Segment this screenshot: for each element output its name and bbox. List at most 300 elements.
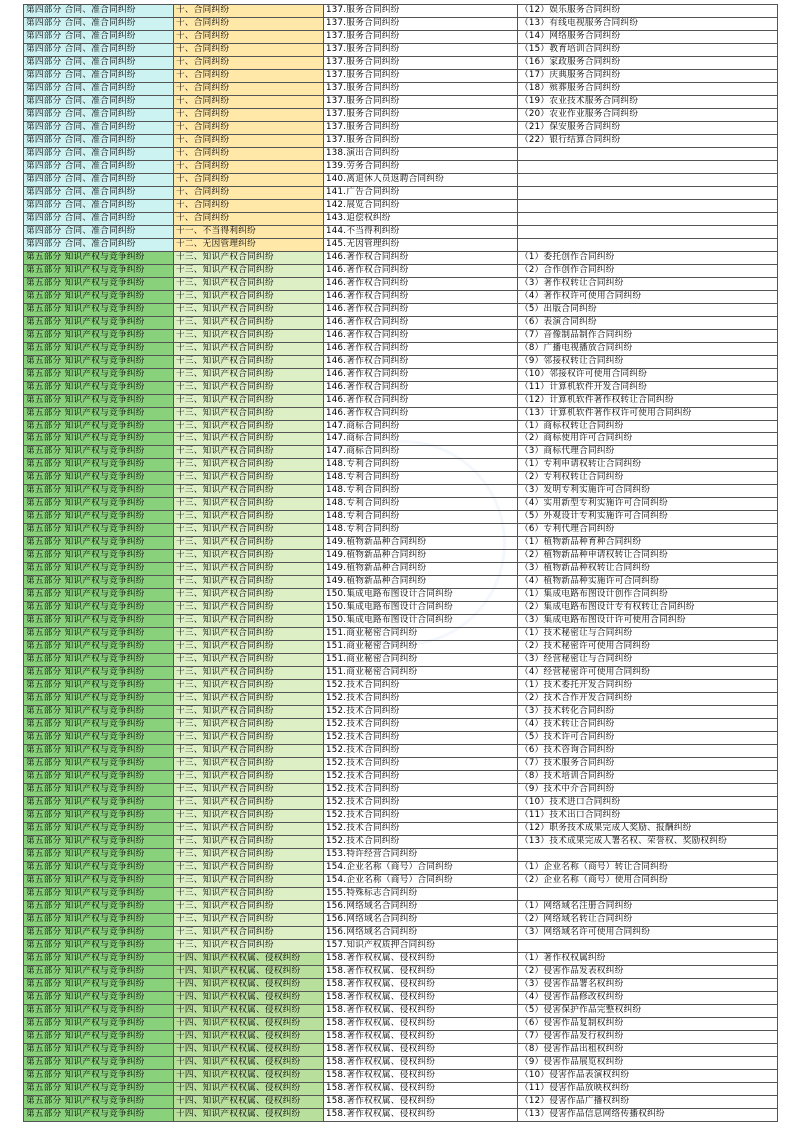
part-cell: 第五部分 知识产权与竞争纠纷 [24, 1108, 174, 1121]
case-cell: 158.著作权权属、侵权纠纷 [324, 1043, 518, 1056]
case-cell: 152.技术合同纠纷 [324, 680, 518, 693]
table-row [24, 355, 778, 368]
case-cell: 137.服务合同纠纷 [324, 108, 518, 121]
case-cell: 150.集成电路布图设计合同纠纷 [324, 602, 518, 615]
subcase-cell: （22）银行结算合同纠纷 [518, 134, 778, 147]
table-row [24, 186, 778, 199]
chapter-cell: 十三、知识产权合同纠纷 [174, 446, 324, 459]
chapter-cell: 十三、知识产权合同纠纷 [174, 485, 324, 498]
case-cell: 152.技术合同纠纷 [324, 693, 518, 706]
table-row [24, 1004, 778, 1017]
chapter-cell: 十四、知识产权权属、侵权纠纷 [174, 978, 324, 991]
case-cell: 140.离退休人员返聘合同纠纷 [324, 173, 518, 186]
subcase-cell: （2）合作创作合同纠纷 [518, 264, 778, 277]
part-cell: 第五部分 知识产权与竞争纠纷 [24, 407, 174, 420]
table-row [24, 771, 778, 784]
chapter-cell: 十三、知识产权合同纠纷 [174, 887, 324, 900]
case-cell: 137.服务合同纠纷 [324, 69, 518, 82]
chapter-cell: 十三、知识产权合同纠纷 [174, 316, 324, 329]
part-cell: 第五部分 知识产权与竞争纠纷 [24, 991, 174, 1004]
table-row [24, 641, 778, 654]
table-body [24, 5, 778, 1122]
table-row [24, 719, 778, 732]
case-cell: 152.技术合同纠纷 [324, 836, 518, 849]
case-cell: 158.著作权权属、侵权纠纷 [324, 1017, 518, 1030]
chapter-cell: 十三、知识产权合同纠纷 [174, 563, 324, 576]
part-cell: 第四部分 合同、准合同纠纷 [24, 56, 174, 69]
case-cell: 147.商标合同纠纷 [324, 433, 518, 446]
part-cell: 第五部分 知识产权与竞争纠纷 [24, 511, 174, 524]
case-cell: 137.服务合同纠纷 [324, 5, 518, 18]
table-row [24, 121, 778, 134]
case-cell: 154.企业名称（商号）合同纠纷 [324, 861, 518, 874]
subcase-cell: （3）技术转化合同纠纷 [518, 706, 778, 719]
part-cell: 第五部分 知识产权与竞争纠纷 [24, 965, 174, 978]
subcase-cell: （2）网络域名转让合同纠纷 [518, 913, 778, 926]
table-row [24, 134, 778, 147]
table-row [24, 550, 778, 563]
chapter-cell: 十三、知识产权合同纠纷 [174, 615, 324, 628]
case-cell: 158.著作权权属、侵权纠纷 [324, 991, 518, 1004]
subcase-cell: （7）侵害作品发行权纠纷 [518, 1030, 778, 1043]
case-cell: 146.著作权合同纠纷 [324, 316, 518, 329]
case-cell: 158.著作权权属、侵权纠纷 [324, 952, 518, 965]
subcase-cell [518, 160, 778, 173]
chapter-cell: 十三、知识产权合同纠纷 [174, 381, 324, 394]
table-row [24, 1043, 778, 1056]
chapter-cell: 十三、知识产权合同纠纷 [174, 576, 324, 589]
subcase-cell: （3）网络域名许可使用合同纠纷 [518, 926, 778, 939]
subcase-cell: （10）侵害作品表演权纠纷 [518, 1069, 778, 1082]
subcase-cell: （13）计算机软件著作权许可使用合同纠纷 [518, 407, 778, 420]
table-row [24, 277, 778, 290]
table-row [24, 576, 778, 589]
chapter-cell: 十三、知识产权合同纠纷 [174, 407, 324, 420]
part-cell: 第五部分 知识产权与竞争纠纷 [24, 303, 174, 316]
subcase-cell [518, 147, 778, 160]
table-row [24, 680, 778, 693]
case-cell: 152.技术合同纠纷 [324, 706, 518, 719]
case-cell: 149.植物新品种合同纠纷 [324, 576, 518, 589]
part-cell: 第五部分 知识产权与竞争纠纷 [24, 887, 174, 900]
part-cell: 第五部分 知识产权与竞争纠纷 [24, 485, 174, 498]
part-cell: 第五部分 知识产权与竞争纠纷 [24, 978, 174, 991]
case-cell: 144.不当得利纠纷 [324, 225, 518, 238]
table-row [24, 1108, 778, 1121]
chapter-cell: 十三、知识产权合同纠纷 [174, 524, 324, 537]
chapter-cell: 十四、知识产权权属、侵权纠纷 [174, 1043, 324, 1056]
chapter-cell: 十三、知识产权合同纠纷 [174, 784, 324, 797]
case-cell: 148.专利合同纠纷 [324, 485, 518, 498]
table-row [24, 381, 778, 394]
table-row [24, 732, 778, 745]
subcase-cell: （17）庆典服务合同纠纷 [518, 69, 778, 82]
part-cell: 第五部分 知识产权与竞争纠纷 [24, 823, 174, 836]
subcase-cell [518, 199, 778, 212]
case-cell: 146.著作权合同纠纷 [324, 394, 518, 407]
chapter-cell: 十、合同纠纷 [174, 199, 324, 212]
table-row [24, 511, 778, 524]
subcase-cell: （3）经营秘密让与合同纠纷 [518, 654, 778, 667]
part-cell: 第五部分 知识产权与竞争纠纷 [24, 758, 174, 771]
table-row [24, 368, 778, 381]
part-cell: 第五部分 知识产权与竞争纠纷 [24, 381, 174, 394]
table-row [24, 433, 778, 446]
table-row [24, 667, 778, 680]
table-row [24, 991, 778, 1004]
table-row [24, 225, 778, 238]
case-cell: 149.植物新品种合同纠纷 [324, 563, 518, 576]
part-cell: 第五部分 知识产权与竞争纠纷 [24, 900, 174, 913]
chapter-cell: 十四、知识产权权属、侵权纠纷 [174, 991, 324, 1004]
table-row [24, 485, 778, 498]
subcase-cell: （12）职务技术成果完成人奖励、报酬纠纷 [518, 823, 778, 836]
table-row [24, 251, 778, 264]
case-cell: 154.企业名称（商号）合同纠纷 [324, 874, 518, 887]
table-row [24, 459, 778, 472]
part-cell: 第五部分 知识产权与竞争纠纷 [24, 848, 174, 861]
chapter-cell: 十、合同纠纷 [174, 121, 324, 134]
table-row [24, 589, 778, 602]
subcase-cell: （1）技术委托开发合同纠纷 [518, 680, 778, 693]
case-cell: 137.服务合同纠纷 [324, 134, 518, 147]
subcase-cell: （5）出版合同纠纷 [518, 303, 778, 316]
subcase-cell: （10）技术进口合同纠纷 [518, 797, 778, 810]
case-cell: 153.特许经营合同纠纷 [324, 848, 518, 861]
subcase-cell: （1）专利申请权转让合同纠纷 [518, 459, 778, 472]
case-cell: 148.专利合同纠纷 [324, 524, 518, 537]
subcase-cell [518, 887, 778, 900]
case-cell: 158.著作权权属、侵权纠纷 [324, 1069, 518, 1082]
subcase-cell: （5）侵害保护作品完整权纠纷 [518, 1004, 778, 1017]
part-cell: 第四部分 合同、准合同纠纷 [24, 108, 174, 121]
chapter-cell: 十、合同纠纷 [174, 30, 324, 43]
chapter-cell: 十、合同纠纷 [174, 17, 324, 30]
case-cell: 151.商业秘密合同纠纷 [324, 654, 518, 667]
case-cell: 152.技术合同纠纷 [324, 771, 518, 784]
table-row [24, 498, 778, 511]
case-cell: 149.植物新品种合同纠纷 [324, 550, 518, 563]
table-row [24, 56, 778, 69]
case-cell: 146.著作权合同纠纷 [324, 407, 518, 420]
subcase-cell: （16）家政服务合同纠纷 [518, 56, 778, 69]
subcase-cell: （2）技术秘密许可使用合同纠纷 [518, 641, 778, 654]
subcase-cell [518, 225, 778, 238]
chapter-cell: 十、合同纠纷 [174, 56, 324, 69]
table-row [24, 407, 778, 420]
part-cell: 第五部分 知识产权与竞争纠纷 [24, 563, 174, 576]
part-cell: 第五部分 知识产权与竞争纠纷 [24, 628, 174, 641]
part-cell: 第五部分 知识产权与竞争纠纷 [24, 576, 174, 589]
chapter-cell: 十三、知识产权合同纠纷 [174, 329, 324, 342]
table-row [24, 797, 778, 810]
chapter-cell: 十四、知识产权权属、侵权纠纷 [174, 1082, 324, 1095]
case-cell: 158.著作权权属、侵权纠纷 [324, 1030, 518, 1043]
case-cell: 152.技术合同纠纷 [324, 745, 518, 758]
subcase-cell: （7）技术服务合同纠纷 [518, 758, 778, 771]
part-cell: 第四部分 合同、准合同纠纷 [24, 17, 174, 30]
chapter-cell: 十三、知识产权合同纠纷 [174, 900, 324, 913]
table-row [24, 329, 778, 342]
subcase-cell: （3）商标代理合同纠纷 [518, 446, 778, 459]
case-cell: 142.展览合同纠纷 [324, 199, 518, 212]
subcase-cell: （2）侵害作品发表权纠纷 [518, 965, 778, 978]
chapter-cell: 十三、知识产权合同纠纷 [174, 719, 324, 732]
chapter-cell: 十二、无因管理纠纷 [174, 238, 324, 251]
part-cell: 第五部分 知识产权与竞争纠纷 [24, 1004, 174, 1017]
case-cell: 148.专利合同纠纷 [324, 511, 518, 524]
subcase-cell: （2）商标使用许可合同纠纷 [518, 433, 778, 446]
chapter-cell: 十三、知识产权合同纠纷 [174, 836, 324, 849]
subcase-cell: （15）教育培训合同纠纷 [518, 43, 778, 56]
chapter-cell: 十三、知识产权合同纠纷 [174, 589, 324, 602]
table-row [24, 784, 778, 797]
case-cell: 158.著作权权属、侵权纠纷 [324, 1095, 518, 1108]
part-cell: 第五部分 知识产权与竞争纠纷 [24, 654, 174, 667]
table-row [24, 238, 778, 251]
case-cell: 158.著作权权属、侵权纠纷 [324, 978, 518, 991]
part-cell: 第五部分 知识产权与竞争纠纷 [24, 861, 174, 874]
case-cell: 152.技术合同纠纷 [324, 784, 518, 797]
part-cell: 第五部分 知识产权与竞争纠纷 [24, 290, 174, 303]
chapter-cell: 十四、知识产权权属、侵权纠纷 [174, 1069, 324, 1082]
chapter-cell: 十、合同纠纷 [174, 69, 324, 82]
subcase-cell: （4）植物新品种实施许可合同纠纷 [518, 576, 778, 589]
subcase-cell: （8）技术培训合同纠纷 [518, 771, 778, 784]
chapter-cell: 十、合同纠纷 [174, 108, 324, 121]
part-cell: 第五部分 知识产权与竞争纠纷 [24, 433, 174, 446]
case-cell: 150.集成电路布图设计合同纠纷 [324, 615, 518, 628]
chapter-cell: 十三、知识产权合同纠纷 [174, 355, 324, 368]
table-row [24, 965, 778, 978]
part-cell: 第五部分 知识产权与竞争纠纷 [24, 667, 174, 680]
case-cell: 158.著作权权属、侵权纠纷 [324, 1108, 518, 1121]
chapter-cell: 十三、知识产权合同纠纷 [174, 537, 324, 550]
case-cell: 152.技术合同纠纷 [324, 758, 518, 771]
case-cell: 157.知识产权质押合同纠纷 [324, 939, 518, 952]
subcase-cell: （2）企业名称（商号）使用合同纠纷 [518, 874, 778, 887]
subcase-cell: （21）保安服务合同纠纷 [518, 121, 778, 134]
case-cell: 137.服务合同纠纷 [324, 17, 518, 30]
table-row [24, 5, 778, 18]
chapter-cell: 十三、知识产权合同纠纷 [174, 433, 324, 446]
table-row [24, 394, 778, 407]
table-row [24, 537, 778, 550]
chapter-cell: 十、合同纠纷 [174, 212, 324, 225]
part-cell: 第四部分 合同、准合同纠纷 [24, 43, 174, 56]
table-row [24, 1095, 778, 1108]
part-cell: 第四部分 合同、准合同纠纷 [24, 225, 174, 238]
subcase-cell: （4）著作权许可使用合同纠纷 [518, 290, 778, 303]
part-cell: 第五部分 知识产权与竞争纠纷 [24, 550, 174, 563]
case-category-table [23, 4, 778, 1122]
subcase-cell: （3）集成电路布图设计许可使用合同纠纷 [518, 615, 778, 628]
table-row [24, 848, 778, 861]
table-row [24, 446, 778, 459]
subcase-cell: （1）集成电路布图设计创作合同纠纷 [518, 589, 778, 602]
part-cell: 第五部分 知识产权与竞争纠纷 [24, 472, 174, 485]
part-cell: 第五部分 知识产权与竞争纠纷 [24, 706, 174, 719]
subcase-cell: （3）发明专利实施许可合同纠纷 [518, 485, 778, 498]
table-row [24, 758, 778, 771]
part-cell: 第五部分 知识产权与竞争纠纷 [24, 264, 174, 277]
part-cell: 第五部分 知识产权与竞争纠纷 [24, 952, 174, 965]
chapter-cell: 十四、知识产权权属、侵权纠纷 [174, 1017, 324, 1030]
chapter-cell: 十三、知识产权合同纠纷 [174, 472, 324, 485]
case-cell: 138.演出合同纠纷 [324, 147, 518, 160]
table-row [24, 978, 778, 991]
chapter-cell: 十三、知识产权合同纠纷 [174, 823, 324, 836]
case-cell: 146.著作权合同纠纷 [324, 303, 518, 316]
case-cell: 146.著作权合同纠纷 [324, 355, 518, 368]
part-cell: 第五部分 知识产权与竞争纠纷 [24, 394, 174, 407]
table-row [24, 160, 778, 173]
chapter-cell: 十三、知识产权合同纠纷 [174, 251, 324, 264]
chapter-cell: 十三、知识产权合同纠纷 [174, 810, 324, 823]
chapter-cell: 十三、知识产权合同纠纷 [174, 654, 324, 667]
part-cell: 第五部分 知识产权与竞争纠纷 [24, 355, 174, 368]
case-cell: 137.服务合同纠纷 [324, 95, 518, 108]
subcase-cell: （12）娱乐服务合同纠纷 [518, 5, 778, 18]
table-row [24, 926, 778, 939]
part-cell: 第五部分 知识产权与竞争纠纷 [24, 589, 174, 602]
table-row [24, 628, 778, 641]
case-cell: 145.无因管理纠纷 [324, 238, 518, 251]
subcase-cell: （1）委托创作合同纠纷 [518, 251, 778, 264]
part-cell: 第五部分 知识产权与竞争纠纷 [24, 524, 174, 537]
case-cell: 146.著作权合同纠纷 [324, 290, 518, 303]
part-cell: 第五部分 知识产权与竞争纠纷 [24, 641, 174, 654]
case-cell: 151.商业秘密合同纠纷 [324, 628, 518, 641]
table-row [24, 199, 778, 212]
case-cell: 143.追偿权纠纷 [324, 212, 518, 225]
table-row [24, 108, 778, 121]
table-row [24, 1082, 778, 1095]
part-cell: 第五部分 知识产权与竞争纠纷 [24, 420, 174, 433]
subcase-cell: （5）外观设计专利实施许可合同纠纷 [518, 511, 778, 524]
chapter-cell: 十三、知识产权合同纠纷 [174, 420, 324, 433]
subcase-cell: （2）专利权转让合同纠纷 [518, 472, 778, 485]
part-cell: 第五部分 知识产权与竞争纠纷 [24, 784, 174, 797]
chapter-cell: 十三、知识产权合同纠纷 [174, 926, 324, 939]
chapter-cell: 十四、知识产权权属、侵权纠纷 [174, 1095, 324, 1108]
subcase-cell: （4）经营秘密许可使用合同纠纷 [518, 667, 778, 680]
subcase-cell: （19）农业技术服务合同纠纷 [518, 95, 778, 108]
part-cell: 第五部分 知识产权与竞争纠纷 [24, 926, 174, 939]
chapter-cell: 十、合同纠纷 [174, 134, 324, 147]
part-cell: 第四部分 合同、准合同纠纷 [24, 212, 174, 225]
subcase-cell: （20）农业作业服务合同纠纷 [518, 108, 778, 121]
table-row [24, 43, 778, 56]
part-cell: 第五部分 知识产权与竞争纠纷 [24, 810, 174, 823]
subcase-cell [518, 212, 778, 225]
part-cell: 第五部分 知识产权与竞争纠纷 [24, 459, 174, 472]
part-cell: 第五部分 知识产权与竞争纠纷 [24, 874, 174, 887]
chapter-cell: 十三、知识产权合同纠纷 [174, 277, 324, 290]
case-cell: 152.技术合同纠纷 [324, 810, 518, 823]
part-cell: 第四部分 合同、准合同纠纷 [24, 82, 174, 95]
case-cell: 137.服务合同纠纷 [324, 121, 518, 134]
subcase-cell: （3）侵害作品署名权纠纷 [518, 978, 778, 991]
subcase-cell: （1）网络域名注册合同纠纷 [518, 900, 778, 913]
subcase-cell: （1）植物新品种育种合同纠纷 [518, 537, 778, 550]
subcase-cell [518, 186, 778, 199]
part-cell: 第五部分 知识产权与竞争纠纷 [24, 1069, 174, 1082]
subcase-cell [518, 939, 778, 952]
table-row [24, 524, 778, 537]
part-cell: 第四部分 合同、准合同纠纷 [24, 186, 174, 199]
table-row [24, 316, 778, 329]
chapter-cell: 十三、知识产权合同纠纷 [174, 303, 324, 316]
chapter-cell: 十三、知识产权合同纠纷 [174, 732, 324, 745]
chapter-cell: 十三、知识产权合同纠纷 [174, 693, 324, 706]
case-cell: 151.商业秘密合同纠纷 [324, 667, 518, 680]
part-cell: 第五部分 知识产权与竞争纠纷 [24, 745, 174, 758]
table-row [24, 1017, 778, 1030]
table-row [24, 17, 778, 30]
chapter-cell: 十三、知识产权合同纠纷 [174, 602, 324, 615]
subcase-cell: （1）企业名称（商号）转让合同纠纷 [518, 861, 778, 874]
subcase-cell: （11）技术出口合同纠纷 [518, 810, 778, 823]
case-cell: 149.植物新品种合同纠纷 [324, 537, 518, 550]
case-cell: 152.技术合同纠纷 [324, 797, 518, 810]
chapter-cell: 十四、知识产权权属、侵权纠纷 [174, 1030, 324, 1043]
case-cell: 150.集成电路布图设计合同纠纷 [324, 589, 518, 602]
part-cell: 第四部分 合同、准合同纠纷 [24, 30, 174, 43]
part-cell: 第五部分 知识产权与竞争纠纷 [24, 277, 174, 290]
case-cell: 141.广告合同纠纷 [324, 186, 518, 199]
table-row [24, 836, 778, 849]
subcase-cell: （18）殡葬服务合同纠纷 [518, 82, 778, 95]
chapter-cell: 十三、知识产权合同纠纷 [174, 498, 324, 511]
subcase-cell: （3）植物新品种权转让合同纠纷 [518, 563, 778, 576]
chapter-cell: 十三、知识产权合同纠纷 [174, 797, 324, 810]
chapter-cell: 十、合同纠纷 [174, 147, 324, 160]
part-cell: 第五部分 知识产权与竞争纠纷 [24, 316, 174, 329]
part-cell: 第五部分 知识产权与竞争纠纷 [24, 1030, 174, 1043]
table-row [24, 420, 778, 433]
part-cell: 第四部分 合同、准合同纠纷 [24, 69, 174, 82]
chapter-cell: 十四、知识产权权属、侵权纠纷 [174, 1004, 324, 1017]
subcase-cell: （1）著作权权属纠纷 [518, 952, 778, 965]
chapter-cell: 十、合同纠纷 [174, 43, 324, 56]
table-row [24, 95, 778, 108]
part-cell: 第五部分 知识产权与竞争纠纷 [24, 1043, 174, 1056]
table-row [24, 30, 778, 43]
chapter-cell: 十三、知识产权合同纠纷 [174, 667, 324, 680]
case-cell: 147.商标合同纠纷 [324, 420, 518, 433]
subcase-cell: （6）技术咨询合同纠纷 [518, 745, 778, 758]
table-row [24, 303, 778, 316]
subcase-cell: （13）侵害作品信息网络传播权纠纷 [518, 1108, 778, 1121]
case-cell: 146.著作权合同纠纷 [324, 251, 518, 264]
part-cell: 第五部分 知识产权与竞争纠纷 [24, 602, 174, 615]
part-cell: 第五部分 知识产权与竞争纠纷 [24, 498, 174, 511]
case-cell: 137.服务合同纠纷 [324, 43, 518, 56]
chapter-cell: 十三、知识产权合同纠纷 [174, 771, 324, 784]
subcase-cell: （9）邻接权转让合同纠纷 [518, 355, 778, 368]
case-cell: 146.著作权合同纠纷 [324, 342, 518, 355]
chapter-cell: 十三、知识产权合同纠纷 [174, 264, 324, 277]
table-row [24, 212, 778, 225]
subcase-cell: （11）侵害作品放映权纠纷 [518, 1082, 778, 1095]
chapter-cell: 十三、知识产权合同纠纷 [174, 368, 324, 381]
subcase-cell: （14）网络服务合同纠纷 [518, 30, 778, 43]
chapter-cell: 十、合同纠纷 [174, 186, 324, 199]
table-row [24, 290, 778, 303]
part-cell: 第四部分 合同、准合同纠纷 [24, 5, 174, 18]
part-cell: 第五部分 知识产权与竞争纠纷 [24, 797, 174, 810]
